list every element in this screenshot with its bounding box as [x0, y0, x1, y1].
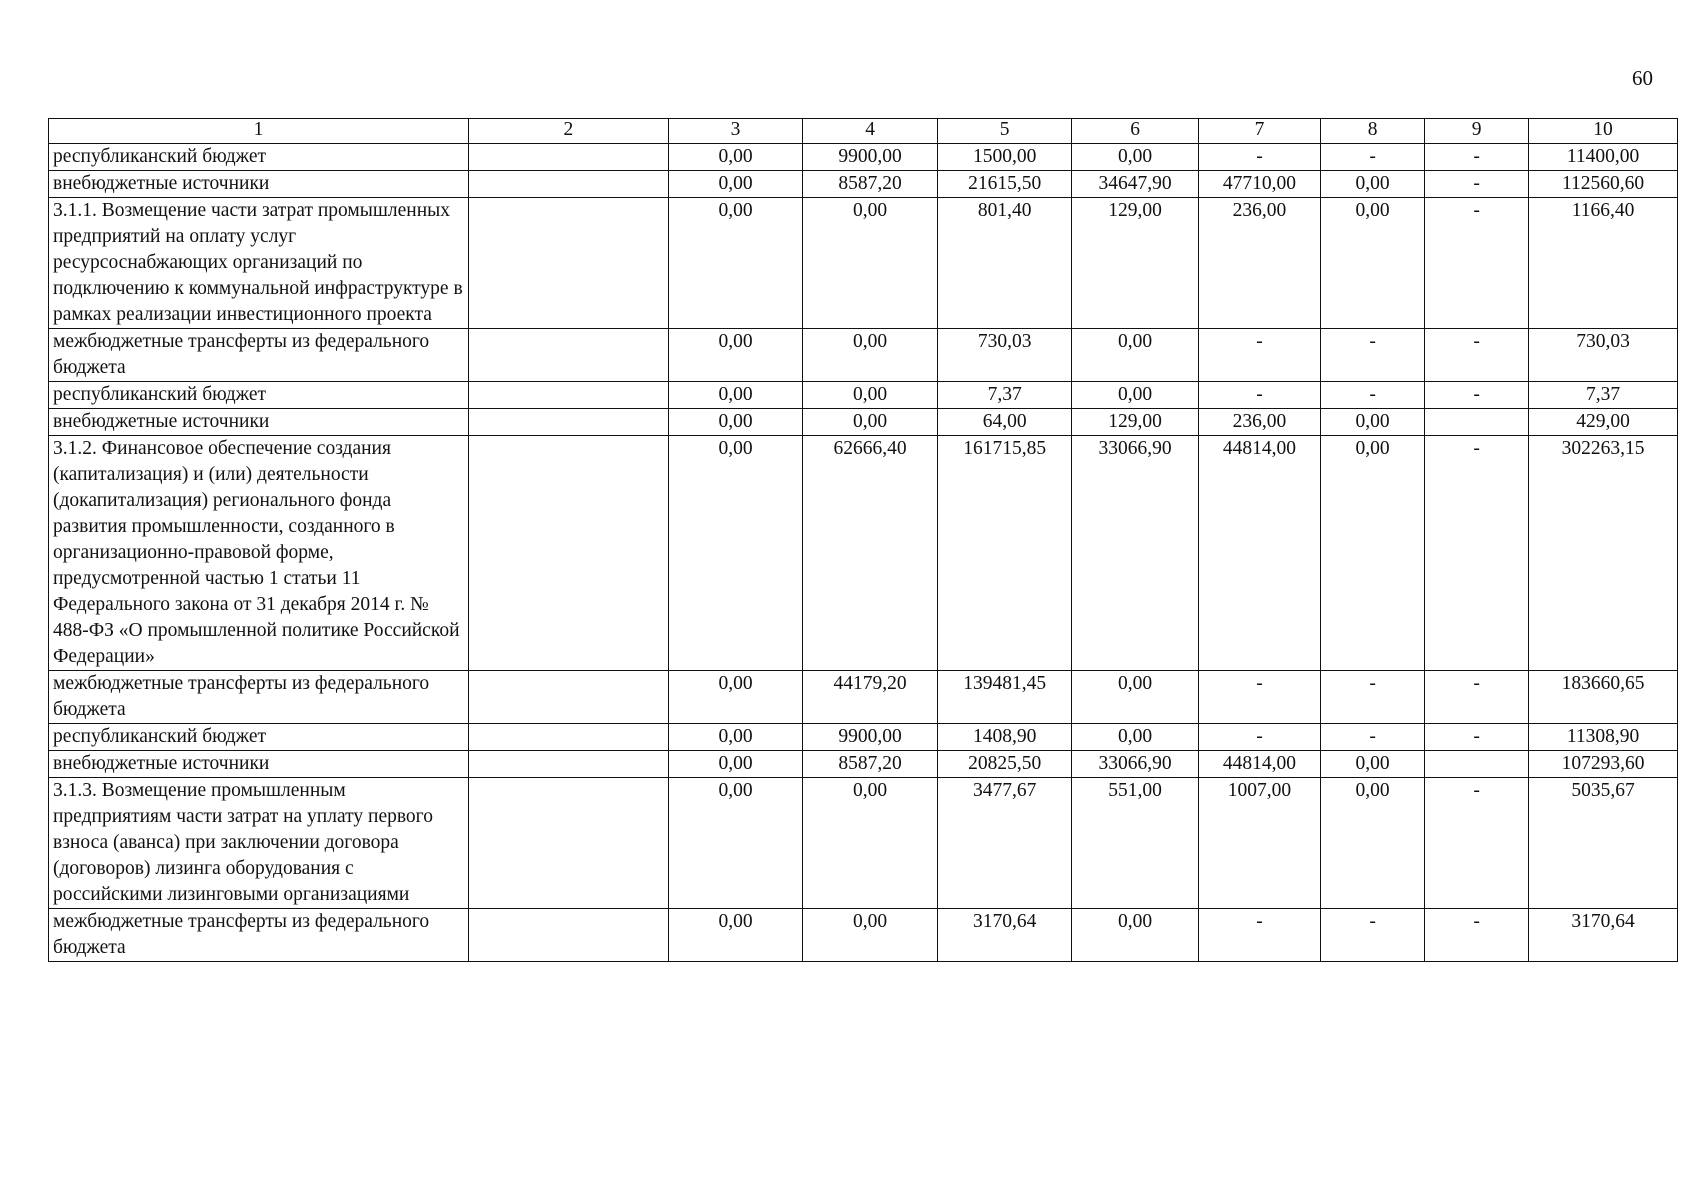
- page-number: 60: [1632, 66, 1653, 90]
- cell-value: 0,00: [803, 198, 938, 329]
- table-row: [49, 909, 1678, 962]
- cell-value: 8587,20: [803, 751, 938, 778]
- cell-value: -: [1425, 436, 1529, 671]
- cell-value: 551,00: [1072, 778, 1198, 909]
- cell-value: 62666,40: [803, 436, 938, 671]
- cell-value: 236,00: [1198, 198, 1320, 329]
- cell-value: 47710,00: [1198, 171, 1320, 198]
- row-col2: [468, 382, 668, 409]
- row-col2: [468, 724, 668, 751]
- cell-value: 0,00: [1321, 436, 1425, 671]
- column-header: 9: [1425, 119, 1529, 144]
- column-header: 10: [1529, 119, 1678, 144]
- cell-total: 112560,60: [1529, 171, 1678, 198]
- cell-total: 1166,40: [1529, 198, 1678, 329]
- column-header: 8: [1321, 119, 1425, 144]
- cell-value: 801,40: [937, 198, 1072, 329]
- cell-value: -: [1321, 671, 1425, 724]
- column-header: 2: [468, 119, 668, 144]
- column-header: 4: [803, 119, 938, 144]
- cell-value: 0,00: [803, 329, 938, 382]
- cell-value: 0,00: [668, 778, 803, 909]
- table-header-row: [49, 119, 1678, 144]
- cell-value: 34647,90: [1072, 171, 1198, 198]
- cell-value: 0,00: [1321, 778, 1425, 909]
- cell-value: 1007,00: [1198, 778, 1320, 909]
- cell-value: 0,00: [803, 382, 938, 409]
- table-row: [49, 751, 1678, 778]
- column-header: 7: [1198, 119, 1320, 144]
- cell-value: 7,37: [937, 382, 1072, 409]
- cell-total: 730,03: [1529, 329, 1678, 382]
- cell-value: 0,00: [1072, 329, 1198, 382]
- cell-value: -: [1425, 329, 1529, 382]
- row-name: внебюджетные источники: [49, 171, 469, 198]
- cell-value: -: [1198, 724, 1320, 751]
- cell-value: 0,00: [1321, 409, 1425, 436]
- table-row: [49, 671, 1678, 724]
- cell-value: -: [1198, 671, 1320, 724]
- column-header: 1: [49, 119, 469, 144]
- cell-value: -: [1198, 382, 1320, 409]
- cell-value: 21615,50: [937, 171, 1072, 198]
- cell-total: 302263,15: [1529, 436, 1678, 671]
- cell-value: -: [1198, 329, 1320, 382]
- table-row: [49, 171, 1678, 198]
- row-col2: [468, 329, 668, 382]
- cell-total: 11400,00: [1529, 144, 1678, 171]
- row-name: 3.1.2. Финансовое обеспечение создания (капитализация) и (или) деятельности (докапитализация) регионального фонда развития промышленности, созданного в организационно-правовой форме, предусмотренной частью 1 статьи 11 Федерального закона от 31 декабря 2014 г. № 488-ФЗ «О промышленной политике Российской Федерации»: [49, 436, 469, 671]
- cell-value: 8587,20: [803, 171, 938, 198]
- cell-value: -: [1425, 778, 1529, 909]
- row-col2: [468, 144, 668, 171]
- table-row: [49, 409, 1678, 436]
- cell-value: 0,00: [803, 909, 938, 962]
- row-name: 3.1.3. Возмещение промышленным предприятиям части затрат на уплату первого взноса (аванса) при заключении договора (договоров) лизинга оборудования с российскими лизинговыми организациями: [49, 778, 469, 909]
- cell-value: 0,00: [668, 171, 803, 198]
- column-header: 5: [937, 119, 1072, 144]
- cell-value: -: [1321, 382, 1425, 409]
- row-col2: [468, 671, 668, 724]
- table-row: [49, 724, 1678, 751]
- cell-value: 0,00: [1072, 382, 1198, 409]
- cell-value: 0,00: [1072, 909, 1198, 962]
- row-name: межбюджетные трансферты из федерального бюджета: [49, 909, 469, 962]
- cell-value: 0,00: [1321, 751, 1425, 778]
- cell-value: 0,00: [668, 724, 803, 751]
- cell-value: 0,00: [803, 409, 938, 436]
- column-header: 6: [1072, 119, 1198, 144]
- cell-value: -: [1321, 724, 1425, 751]
- cell-value: 0,00: [1072, 144, 1198, 171]
- row-name: межбюджетные трансферты из федерального бюджета: [49, 671, 469, 724]
- row-name: внебюджетные источники: [49, 409, 469, 436]
- cell-total: 11308,90: [1529, 724, 1678, 751]
- cell-total: 429,00: [1529, 409, 1678, 436]
- cell-total: 5035,67: [1529, 778, 1678, 909]
- cell-value: 0,00: [668, 671, 803, 724]
- cell-value: 9900,00: [803, 724, 938, 751]
- cell-value: 0,00: [803, 778, 938, 909]
- cell-value: 236,00: [1198, 409, 1320, 436]
- row-name: республиканский бюджет: [49, 724, 469, 751]
- cell-total: 7,37: [1529, 382, 1678, 409]
- table-row: [49, 198, 1678, 329]
- row-name: межбюджетные трансферты из федерального бюджета: [49, 329, 469, 382]
- cell-value: 9900,00: [803, 144, 938, 171]
- cell-value: -: [1198, 909, 1320, 962]
- cell-value: -: [1425, 909, 1529, 962]
- cell-value: -: [1425, 144, 1529, 171]
- cell-value: 33066,90: [1072, 436, 1198, 671]
- cell-value: 44814,00: [1198, 436, 1320, 671]
- cell-value: -: [1321, 329, 1425, 382]
- cell-value: 44179,20: [803, 671, 938, 724]
- cell-value: -: [1425, 382, 1529, 409]
- cell-value: [1425, 751, 1529, 778]
- row-col2: [468, 409, 668, 436]
- row-col2: [468, 198, 668, 329]
- cell-total: 3170,64: [1529, 909, 1678, 962]
- cell-value: 0,00: [668, 198, 803, 329]
- row-name: внебюджетные источники: [49, 751, 469, 778]
- cell-value: 139481,45: [937, 671, 1072, 724]
- cell-value: -: [1321, 144, 1425, 171]
- table-row: [49, 436, 1678, 671]
- row-name: республиканский бюджет: [49, 144, 469, 171]
- cell-value: 161715,85: [937, 436, 1072, 671]
- cell-value: 3170,64: [937, 909, 1072, 962]
- row-col2: [468, 909, 668, 962]
- cell-value: 44814,00: [1198, 751, 1320, 778]
- cell-value: -: [1425, 724, 1529, 751]
- cell-value: 1408,90: [937, 724, 1072, 751]
- cell-value: -: [1425, 671, 1529, 724]
- table-row: [49, 329, 1678, 382]
- cell-value: 33066,90: [1072, 751, 1198, 778]
- cell-value: 0,00: [1321, 198, 1425, 329]
- cell-value: 0,00: [668, 409, 803, 436]
- cell-value: 64,00: [937, 409, 1072, 436]
- cell-value: 0,00: [668, 909, 803, 962]
- cell-value: 730,03: [937, 329, 1072, 382]
- row-col2: [468, 436, 668, 671]
- cell-total: 107293,60: [1529, 751, 1678, 778]
- cell-value: -: [1425, 171, 1529, 198]
- cell-value: -: [1425, 198, 1529, 329]
- budget-table: [48, 118, 1678, 962]
- row-name: 3.1.1. Возмещение части затрат промышленных предприятий на оплату услуг ресурсоснабжающих организаций по подключению к коммунальной инфраструктуре в рамках реализации инвестиционного проекта: [49, 198, 469, 329]
- table-row: [49, 144, 1678, 171]
- cell-value: 20825,50: [937, 751, 1072, 778]
- row-col2: [468, 751, 668, 778]
- column-header: 3: [668, 119, 803, 144]
- cell-value: 0,00: [1072, 724, 1198, 751]
- row-col2: [468, 778, 668, 909]
- table-row: [49, 778, 1678, 909]
- cell-value: 0,00: [1072, 671, 1198, 724]
- cell-value: 0,00: [668, 144, 803, 171]
- table-row: [49, 382, 1678, 409]
- row-name: республиканский бюджет: [49, 382, 469, 409]
- cell-value: 3477,67: [937, 778, 1072, 909]
- cell-value: 1500,00: [937, 144, 1072, 171]
- cell-value: 129,00: [1072, 198, 1198, 329]
- cell-value: 0,00: [668, 751, 803, 778]
- cell-value: 129,00: [1072, 409, 1198, 436]
- cell-value: 0,00: [668, 329, 803, 382]
- cell-value: -: [1198, 144, 1320, 171]
- row-col2: [468, 171, 668, 198]
- cell-value: -: [1321, 909, 1425, 962]
- cell-total: 183660,65: [1529, 671, 1678, 724]
- cell-value: 0,00: [1321, 171, 1425, 198]
- cell-value: [1425, 409, 1529, 436]
- cell-value: 0,00: [668, 382, 803, 409]
- cell-value: 0,00: [668, 436, 803, 671]
